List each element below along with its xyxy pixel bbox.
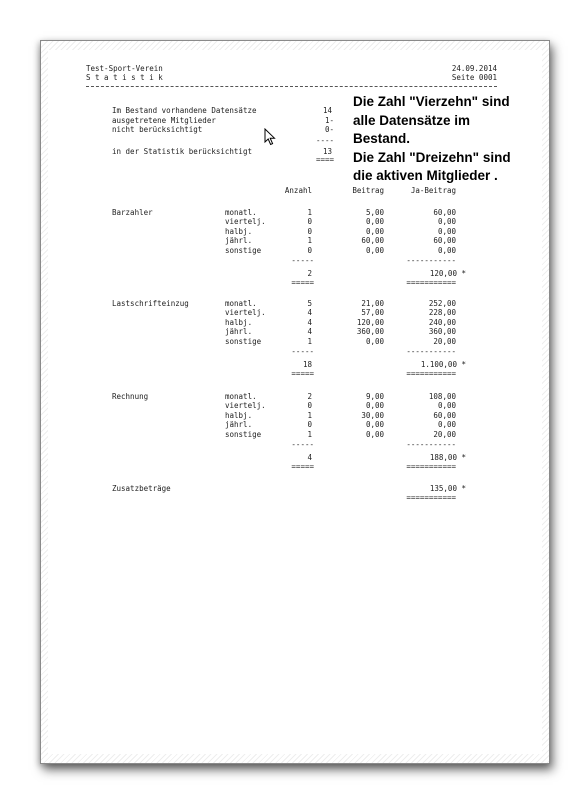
count-separator: ----- [291, 440, 314, 449]
page-number: Seite 0001 [451, 73, 497, 82]
row-period: jährl. [225, 420, 253, 430]
row-period: halbj. [225, 410, 253, 420]
summary-value: 1- [324, 116, 334, 125]
row-beitrag: 0,00 [365, 245, 384, 255]
row-ja-beitrag: 0,00 [437, 226, 456, 236]
row-period: sonstige [225, 245, 262, 255]
row-ja-beitrag: 0,00 [437, 401, 456, 411]
row-period: halbj. [225, 317, 253, 327]
row-ja-beitrag: 60,00 [433, 410, 456, 420]
group-total-ja: 188,00 * [429, 453, 466, 462]
column-header-ja-beitrag: Ja-Beitrag [410, 186, 456, 195]
group-name: Lastschrifteinzug [112, 299, 189, 308]
summary-total-underline: ==== [315, 155, 334, 164]
row-beitrag: 0,00 [365, 429, 384, 439]
summary-total-value: 13 [322, 147, 332, 156]
summary-total-label: in der Statistik berücksichtigt [112, 147, 252, 156]
row-count: 0 [307, 420, 312, 430]
ja-underline: =========== [406, 462, 456, 471]
row-count: 5 [307, 299, 312, 308]
count-separator: ----- [291, 256, 314, 265]
group-total-ja: 1.100,00 * [420, 360, 466, 369]
row-count: 0 [307, 401, 312, 411]
row-period: jährl. [225, 236, 253, 246]
row-period: viertelj. [225, 401, 266, 411]
note-line: Die Zahl "Vierzehn" sind [353, 94, 510, 109]
row-count: 0 [307, 226, 312, 236]
row-beitrag: 5,00 [365, 208, 384, 217]
annotation-note [353, 93, 543, 186]
row-period: viertelj. [225, 308, 266, 318]
row-beitrag: 360,00 [356, 327, 384, 337]
row-beitrag: 0,00 [365, 217, 384, 227]
group-total-count: 4 [307, 453, 312, 462]
row-period: sonstige [225, 336, 262, 346]
column-header-beitrag: Beitrag [352, 186, 384, 195]
extra-underline: =========== [406, 493, 456, 502]
extra-label: Zusatzbeträge [112, 484, 171, 493]
note-line: Die Zahl "Dreizehn" sind [353, 149, 511, 165]
group-name: Barzahler [112, 208, 153, 217]
row-beitrag: 0,00 [365, 226, 384, 236]
row-ja-beitrag: 108,00 [428, 392, 456, 401]
note-line: alle Datensätze im [353, 112, 471, 128]
club-name: Test-Sport-Verein [86, 64, 163, 73]
column-header-anzahl: Anzahl [284, 186, 312, 195]
extra-value: 135,00 * [429, 484, 466, 493]
group-total-count: 2 [307, 269, 312, 278]
report-date: 24.09.2014 [451, 64, 497, 73]
row-count: 0 [307, 217, 312, 227]
ja-separator: ----------- [406, 440, 456, 449]
mouse-pointer-icon [264, 128, 278, 146]
row-count: 4 [307, 327, 312, 337]
count-underline: ===== [291, 278, 314, 287]
row-period: halbj. [225, 226, 253, 236]
row-beitrag: 21,00 [361, 299, 384, 308]
row-period: viertelj. [225, 217, 266, 227]
row-ja-beitrag: 0,00 [437, 420, 456, 430]
summary-separator: ---- [315, 136, 334, 145]
row-count: 2 [307, 392, 312, 401]
row-count: 1 [307, 208, 312, 217]
row-beitrag: 0,00 [365, 336, 384, 346]
row-ja-beitrag: 0,00 [437, 245, 456, 255]
row-period: sonstige [225, 429, 262, 439]
row-ja-beitrag: 240,00 [428, 317, 456, 327]
summary-label: nicht berücksichtigt [112, 125, 203, 134]
count-underline: ===== [291, 369, 314, 378]
header-rule [86, 86, 497, 87]
row-ja-beitrag: 360,00 [428, 327, 456, 337]
ja-underline: =========== [406, 369, 456, 378]
group-total-ja: 120,00 * [429, 269, 466, 278]
ja-separator: ----------- [406, 347, 456, 356]
summary-label: ausgetretene Mitglieder [112, 116, 216, 125]
row-ja-beitrag: 20,00 [433, 336, 456, 346]
row-ja-beitrag: 252,00 [428, 299, 456, 308]
row-count: 1 [307, 429, 312, 439]
row-period: monatl. [225, 208, 257, 217]
row-count: 1 [307, 410, 312, 420]
report-title: S t a t i s t i k [86, 73, 163, 82]
row-ja-beitrag: 20,00 [433, 429, 456, 439]
row-period: monatl. [225, 299, 257, 308]
row-ja-beitrag: 60,00 [433, 236, 456, 246]
ja-separator: ----------- [406, 256, 456, 265]
row-ja-beitrag: 60,00 [433, 208, 456, 217]
summary-value: 0- [324, 125, 334, 134]
row-period: monatl. [225, 392, 257, 401]
row-period: jährl. [225, 327, 253, 337]
row-count: 0 [307, 245, 312, 255]
note-line: die aktiven Mitglieder . [353, 168, 498, 183]
row-count: 1 [307, 336, 312, 346]
ja-underline: =========== [406, 278, 456, 287]
count-underline: ===== [291, 462, 314, 471]
row-ja-beitrag: 0,00 [437, 217, 456, 227]
row-beitrag: 120,00 [356, 317, 384, 327]
row-beitrag: 60,00 [361, 236, 384, 246]
row-count: 4 [307, 317, 312, 327]
row-beitrag: 30,00 [361, 410, 384, 420]
row-beitrag: 9,00 [365, 392, 384, 401]
row-beitrag: 0,00 [365, 401, 384, 411]
group-total-count: 18 [302, 360, 312, 369]
group-name: Rechnung [112, 392, 149, 401]
row-count: 1 [307, 236, 312, 246]
summary-label: Im Bestand vorhandene Datensätze [112, 106, 257, 115]
row-beitrag: 57,00 [361, 308, 384, 318]
row-beitrag: 0,00 [365, 420, 384, 430]
row-ja-beitrag: 228,00 [428, 308, 456, 318]
count-separator: ----- [291, 347, 314, 356]
note-line: Bestand. [353, 131, 411, 146]
row-count: 4 [307, 308, 312, 318]
summary-value: 14 [322, 106, 332, 115]
